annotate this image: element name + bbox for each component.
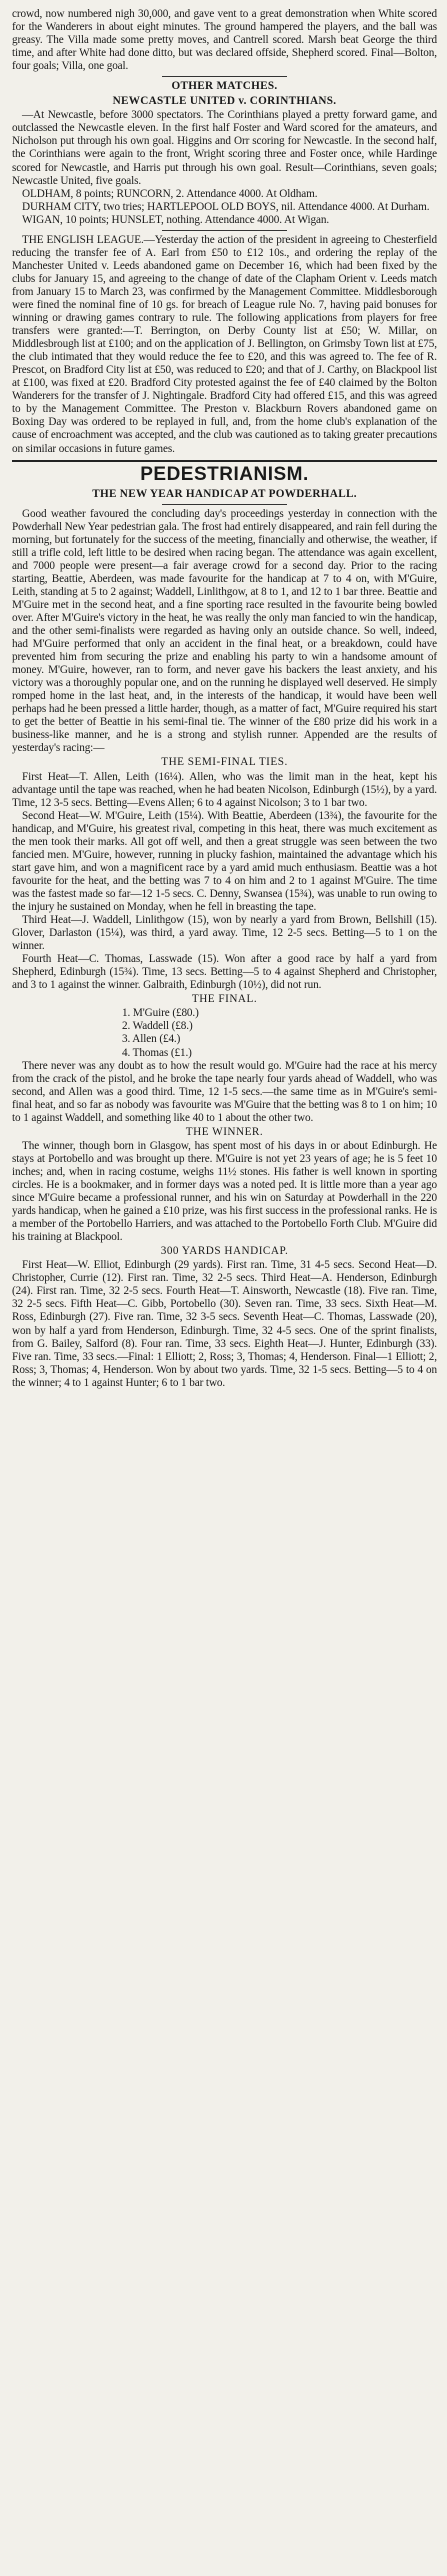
other-matches-heading: OTHER MATCHES. bbox=[171, 80, 278, 93]
first-heat-report: First Heat—T. Allen, Leith (16¼). Allen, who was the limit man in the heat, kept his advantage until the tape was reached, when he had beaten Nicolson, Edinburgh (15½), by a yard. Time, 12 3-5 secs. Betting—Evens Allen; 6 to 4 against Nicolson; 3 to 1 bar two. bbox=[12, 770, 437, 809]
section-divider bbox=[162, 230, 287, 231]
semi-final-heading: THE SEMI-FINAL TIES. bbox=[161, 756, 288, 769]
newcastle-match-report: —At Newcastle, before 3000 spectators. The Corinthians played a pretty forward game, and outclassed the Newcastle eleven. In the first half Foster and Ward scored for the amateurs, and Nicholson put through his own goal. Higgins and Orr scoring for Newcastle. In the second half, the Corinthians were again to the front, Wright scoring three and Foster once, while Hardinge scored for Newcastle, and Harris put through his own goal. Result—Corinthians, seven goals; Newcastle United, five goals. bbox=[12, 109, 437, 187]
newcastle-match-heading: NEWCASTLE UNITED v. CORINTHIANS. bbox=[112, 95, 337, 108]
final-heading: THE FINAL. bbox=[191, 993, 258, 1006]
football-report-continuation: crowd, now numbered nigh 30,000, and gave vent to a great demonstration when White scored for the Wanderers in about eight minutes. The ground hampered the players, and the ball was greasy. The Villa made some pretty moves, and Cantrell scored. Marsh beat George the third time, and after White had done ditto, but was declared offside, Shepherd scored. Final—Bolton, four goals; Villa, one goal. bbox=[12, 8, 437, 73]
final-place-item: 1. M'Guire (£80.) bbox=[122, 1007, 199, 1020]
final-placings bbox=[122, 1007, 437, 1059]
final-report: There never was any doubt as to how the result would go. M'Guire had the race at his mercy from the crack of the pistol, and he broke the tape nearly four yards ahead of Waddell, who was second, and Allen was a good third. Time, 12 1-5 secs.—the same time as in M'Guire's semi-final heat, and so far as nobody was favourite was M'Guire that the betting was 8 to 1 on him; 10 to 1 against Waddell, and something like 40 to 1 about the other two. bbox=[12, 1059, 437, 1124]
heading-rule bbox=[162, 504, 287, 505]
oldham-result: OLDHAM, 8 points; RUNCORN, 2. Attendance 4000. At Oldham. bbox=[22, 187, 318, 200]
fourth-heat-report: Fourth Heat—C. Thomas, Lasswade (15). Won after a good race by half a yard from Shepherd, Edinburgh (15¾). Time, 13 secs. Betting—5 to 4 against Shepherd and Christopher, and 3 to 1 against the winner. Galbraith, Edinburgh (10½), did not run. bbox=[12, 953, 437, 992]
final-place-item: 2. Waddell (£8.) bbox=[122, 1020, 193, 1033]
winner-profile: The winner, though born in Glasgow, has spent most of his days in or about Edinburgh. He stays at Portobello and was brought up there. M'Guire is not yet 23 years of age; he is 5 feet 10 inches; and, when in racing costume, weighs 11½ stones. His father is well known in sporting circles. He is a bookmaker, and in former days was a noted ped. It is little more than a year ago since M'Guire became a professional runner, and his win on Saturday at Powderhall in the 220 yards handicap, when he gained a £10 prize, was his first success in the professional ranks. He is a member of the Portobello Harriers, and was attached to the Portobello Forth Club. M'Guire did his training at Blackpool. bbox=[12, 1139, 437, 1244]
powderhall-heading: THE NEW YEAR HANDICAP AT POWDERHALL. bbox=[92, 487, 357, 500]
section-divider bbox=[12, 460, 437, 462]
powderhall-intro: Good weather favoured the concluding day's proceedings yesterday in connection with the Powderhall New Year pedestrian gala. The frost had entirely disappeared, and rain fell during the morning, but fortunately for the success of the meeting, financially and otherwise, the weather, if still a trifle cold, left little to be desired when racing began. The attendance was again excellent, and 7000 people were present—a fair average crowd for a second day. Prior to the racing starting, Beattie, Aberdeen, was made favourite for the handicap at 7 to 4 on, with M'Guire, Leith, standing at 5 to 2 against; Waddell, Linlithgow, at 8 to 1, and 12 to 1 bar three. Beattie and M'Guire met in the second heat, and a fine sporting race resulted in the favourite being bowled over. After M'Guire's victory in the heat, he was really the only man fancied to win the handicap, and the other semi-finalists were regarded as having only an outside chance. So well, indeed, had M'Guire performed that only an accident in the final heat, or a breakdown, could have prevented him from securing the prize and enabling his party to win a handsome amount of money. M'Guire, however, ran to form, and never gave his backers the least anxiety, and his victory was a thoroughly popular one, and on the running he displayed well deserved. He simply romped home in the last heat, and, in the interests of the handicap, it would have been well perhaps had he been pressed a little harder, though, as a matter of fact, M'Guire required his start to get the better of Beattie in his semi-final tie. The winner of the £80 prize did his work in a business-like manner, and he is a strong and stylish runner. Appended are the results of yesterday's racing:— bbox=[12, 507, 437, 755]
three-hundred-yards-heading: 300 YARDS HANDICAP. bbox=[160, 1245, 289, 1258]
final-place-item: 4. Thomas (£1.) bbox=[122, 1046, 192, 1059]
second-heat-report: Second Heat—W. M'Guire, Leith (15¼). With Beattie, Aberdeen (13¾), the favourite for the handicap, and M'Guire, his greatest rival, competing in this heat, there was much excitement as the men took their marks. All got off well, and then a great struggle was seen between the two fancied men. M'Guire, however, running in plucky fashion, maintained the advantage which his start gave him, and won a magnificent race by a yard amid much enthusiasm. Beattie was a hot favourite for the heat, and the betting was 7 to 4 on him and 2 to 1 against M'Guire. The time was the fastest made so far—12 1-5 secs. C. Denny, Swansea (15¾), was unable to run owing to the injury he sustained on Monday, when he fell in breasting the tape. bbox=[12, 809, 437, 913]
wigan-result: WIGAN, 10 points; HUNSLET, nothing. Attendance 4000. At Wigan. bbox=[22, 213, 330, 226]
durham-result: DURHAM CITY, two tries; HARTLEPOOL OLD BOYS, nil. Attendance 4000. At Durham. bbox=[22, 200, 430, 213]
english-league-report: THE ENGLISH LEAGUE.—Yesterday the action of the president in agreeing to Chesterfield reducing the transfer fee of A. Earl from £50 to £12 10s., and ordering the replay of the Manchester United v. Leeds abandoned game on December 16, which had been fixed by the clubs for January 15, and agreeing to the change of date of the Clapham Orient v. Leeds match from January 15 to March 23, was confirmed by the Management Committee. Middlesborough were fined the nominal fine of 10 gs. for breach of League rule No. 7, having paid bonuses for winning or drawing games contrary to rule. The following applications from players for free transfers were granted:—T. Berrington, on Derby County list at £50; W. Millar, on Middlesbrough list at £100; and on the application of J. Bellington, on Grimsby Town list at £75, the club intimated that they would reduce the fee to £20, and this was agreed to. The fee of R. Prescot, on Bradford City list at £50, was reduced to £20; and that of J. Carthy, on Blackpool list at £100, was fixed at £20. Bradford City protested against the fee of £40 claimed by the Bolton Wanderers for the transfer of J. Nightingale. Bradford City had offered £15, and this was agreed to by the Management Committee. The Preston v. Blackburn Rovers abandoned game on Boxing Day was ordered to be replayed in full, and, from the home club's explanation of the cause of encroachment was accepted, and the club was cautioned as to taking greater precautions on similar occasions in future games. bbox=[12, 233, 437, 455]
three-hundred-yards-results: First Heat—W. Elliot, Edinburgh (29 yards). First ran. Time, 31 4-5 secs. Second Heat—D. Christopher, Currie (12). First ran. Time, 32 2-5 secs. Third Heat—A. Henderson, Edinburgh (24). First ran. Time, 32 2-5 secs. Fourth Heat—T. Ainsworth, Newcastle (18). Five ran. Time, 32 2-5 secs. Fifth Heat—C. Gibb, Portobello (30). Seven ran. Time, 33 secs. Sixth Heat—M. Ross, Edinburgh (27). Five ran. Time, 32 3-5 secs. Seventh Heat—C. Thomas, Lasswade (20), won by half a yard from Henderson, Edinburgh. Time, 32 4-5 secs. One of the sprint finalists, from G. Bailey, Salford (8). Four ran. Time, 33 secs. Eighth Heat—J. Hunter, Edinburgh (33). Five ran. Time, 33 secs.—Final: 1 Elliott; 2, Ross; 3, Thomas; 4, Henderson. Final—1 Elliott; 2, Ross; 3, Thomas; 4, Henderson. Won by about two yards. Time, 32 1-5 secs. Betting—5 to 4 on the winner; 4 to 1 against Hunter; 6 to 1 bar two. bbox=[12, 1259, 437, 1389]
third-heat-report: Third Heat—J. Waddell, Linlithgow (15), won by nearly a yard from Brown, Bellshill (15). Glover, Darlaston (15¼), was third, a yard away. Time, 12 2-5 secs. Betting—5 to 1 on the winner. bbox=[12, 914, 437, 953]
pedestrianism-title: PEDESTRIANISM. bbox=[140, 463, 309, 485]
winner-heading: THE WINNER. bbox=[185, 1125, 264, 1138]
final-place-item: 3. Allen (£4.) bbox=[122, 1033, 181, 1046]
section-divider bbox=[162, 76, 287, 77]
